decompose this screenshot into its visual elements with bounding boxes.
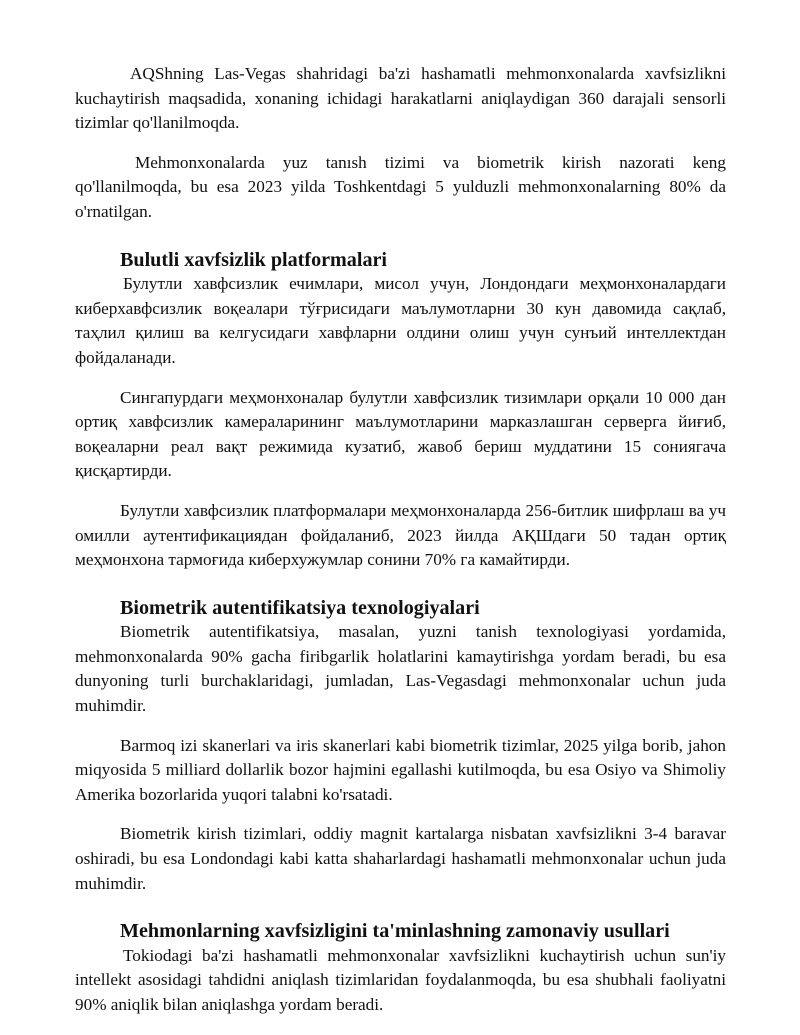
paragraph-singapore-cameras: Сингапурдаги меҳмонхоналар булутли хавфсизлик тизимлари орқали 10 000 дан ортиқ хавфсизлик камераларининг маълумотларини марказлашган серверга йиғиб, воқеаларни реал вақт режимида кузатиб, жавоб бериш муддатини 15 сониягача қисқартирди.	[75, 387, 726, 481]
paragraph-magnetic-cards: Biometrik kirish tizimlari, oddiy magnit kartalarga nisbatan xavfsizlikni 3-4 baravar oshiradi, bu esa Londondagi kabi katta shaharlardagi hashamatli mehmonxonalar uchun juda muhimdir.	[75, 824, 726, 893]
paragraph-biometric-fraud: Biometrik autentifikatsiya, masalan, yuzni tanish texnologiyasi yordamida, mehmonxonalarda 90% gacha firibgarlik holatlarini kamaytirishga yordam beradi, bu esa dunyoning turli burchaklaridagi, jumladan, Las-Vegasdagi mehmonxonalar uchun juda muhimdir.	[75, 622, 726, 716]
spacer	[75, 719, 726, 734]
spacer	[75, 225, 726, 248]
paragraph-las-vegas-sensors: AQShning Las-Vegas shahridagi ba'zi hashamatli mehmonxonalarda xavfsizlikni kuchaytirish maqsadida, xonaning ichidagi harakatlarni aniqlaydigan 360 darajali sensorli tizimlar qo'llanilmoqda.	[75, 64, 726, 133]
spacer	[75, 371, 726, 386]
spacer	[75, 896, 726, 919]
section-heading-guest-safety: Mehmonlarning xavfsizligini ta'minlashning zamonaviy usullari	[120, 920, 670, 943]
paragraph-tokyo-ai: Tokiodagi ba'zi hashamatli mehmonxonalar xavfsizlikni kuchaytirish uchun sun'iy intellekt asosidagi tahdidni aniqlash tizimlaridan foydalanmoqda, bu esa shubhali faoliyatni 90% aniqlik bilan aniqlashga yordam beradi.	[75, 945, 726, 1014]
paragraph-fingerprint-market: Barmoq izi skanerlari va iris skanerlari kabi biometrik tizimlar, 2025 yilga borib, jahon miqyosida 5 milliard dollarlik bozor hajmini egallashi kutilmoqda, bu esa Osiyo va Shimoliy Amerika bozorlarida yuqori talabni ko'rsatadi.	[75, 735, 726, 804]
spacer	[75, 136, 726, 151]
paragraph-london-cloud: Булутли хавфсизлик ечимлари, мисол учун, Лондондаги меҳмонхоналардаги киберхавфсизлик воқеалари тўғрисидаги маълумотларни 30 кун давомида сақлаб, таҳлил қилиш ва келгусидаги хавфларни олдини олиш учун сунъий интеллектдан фойдаланади.	[75, 274, 726, 367]
document-page	[75, 62, 726, 1018]
spacer	[75, 807, 726, 822]
spacer	[75, 573, 726, 596]
paragraph-face-recognition: Mehmonxonalarda yuz tanısh tizimi va biometrik kirish nazorati keng qo'llanilmoqda, bu esa 2023 yilda Toshkentdagi 5 yulduzli mehmonxonalarning 80% da o'rnatilgan.	[75, 152, 726, 221]
section-heading-cloud-security: Bulutli xavfsizlik platformalari	[120, 248, 388, 271]
spacer	[75, 484, 726, 499]
section-heading-biometric: Biometrik autentifikatsiya texnologiyalari	[120, 596, 480, 619]
paragraph-encryption: Булутли хавфсизлик платформалари меҳмонхоналарда 256-битлик шифрлаш ва уч омилли аутентификациядан фойдаланиб, 2023 йилда АҚШдаги 50 тадан ортиқ меҳмонхона тармоғида киберхужумлар сонини 70% га камайтирди.	[75, 500, 726, 570]
